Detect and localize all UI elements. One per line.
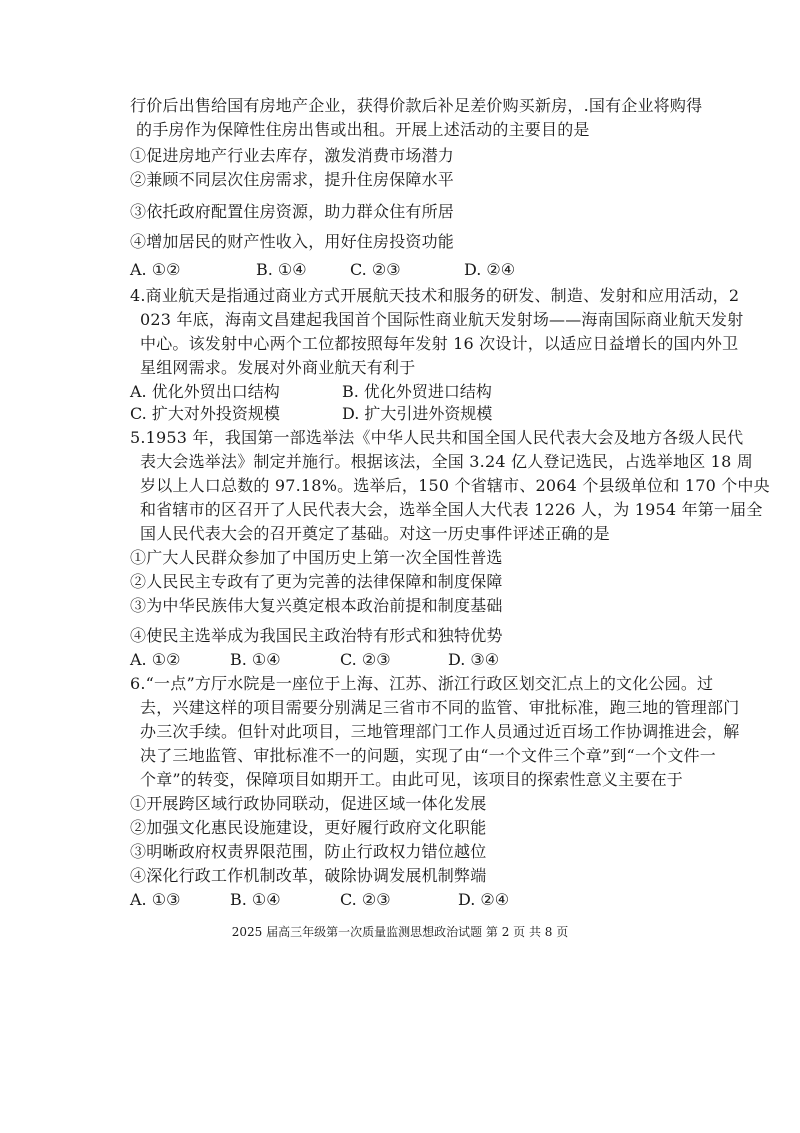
q5-item-3: ③为中华民族伟大复兴奠定根本政治前提和制度基础 [130,596,503,615]
q5-options [130,650,690,670]
q6-stem-line: 去，兴建这样的项目需要分别满足三省市不同的监管、审批标准，跑三地的管理部门 [140,698,740,717]
q3-option-b: B. ①④ [256,260,307,279]
q5-stem-line: 5.1953 年，我国第一部选举法《中华人民共和国全国人民代表大会及地方各级人民代 [130,428,744,447]
q6-stem-line: 个章”的转变，保障项目如期开工。由此可见，该项目的探索性意义主要在于 [140,770,683,789]
q3-option-d: D. ②④ [464,260,516,279]
q5-option-c: C. ②③ [340,650,391,669]
q5-option-a: A. ①② [130,650,181,669]
q5-stem-line: 岁以上人口总数的 97.18%。选举后，150 个省辖市、2064 个县级单位和 170 个中央 [140,476,770,495]
q6-option-c: C. ②③ [340,890,391,909]
q3-options [130,260,690,280]
q4-options-row-1 [130,382,690,402]
q6-item-3: ③明晰政府权责界限范围，防止行政权力错位越位 [130,842,487,861]
page-footer: 2025 届高三年级第一次质量监测思想政治试题 第 2 页 共 8 页 [231,925,569,939]
q5-item-2: ②人民民主专政有了更为完善的法律保障和制度保障 [130,572,503,591]
q6-item-1: ①开展跨区域行政协同联动，促进区域一体化发展 [130,794,487,813]
q4-option-b: B. 优化外贸进口结构 [342,382,492,401]
q6-option-a: A. ①③ [130,890,181,909]
q3-item-1: ①促进房地产行业去库存，激发消费市场潜力 [130,146,455,165]
q3-item-4: ④增加居民的财产性收入，用好住房投资功能 [130,232,455,251]
q5-option-b: B. ①④ [230,650,281,669]
q5-stem-line: 国人民代表大会的召开奠定了基础。对这一历史事件评述正确的是 [140,524,610,543]
q6-option-d: D. ②④ [458,890,510,909]
q5-stem-line: 和省辖市的区召开了人民代表大会，选举全国人大代表 1226 人，为 1954 年第一届全 [140,500,763,519]
q5-item-1: ①广大人民群众参加了中国历史上第一次全国性普选 [130,548,503,567]
q4-option-a: A. 优化外贸出口结构 [130,382,280,401]
q4-options-row-2 [130,404,690,424]
q3-item-2: ②兼顾不同层次住房需求，提升住房保障水平 [130,170,455,189]
q4-option-d: D. 扩大引进外资规模 [342,404,493,423]
q3-line: 行价后出售给国有房地产企业，获得价款后补足差价购买新房，.国有企业将购得 [130,96,703,115]
q6-option-b: B. ①④ [230,890,281,909]
q3-option-a: A. ①② [130,260,181,279]
q4-stem-line: 4.商业航天是指通过商业方式开展航天技术和服务的研发、制造、发射和应用活动，2 [130,286,740,305]
q6-options [130,890,690,910]
q4-stem-line: 中心。该发射中心两个工位都按照每年发射 16 次设计，以适应日益增长的国内外卫 [140,334,739,353]
q4-stem-line: 023 年底，海南文昌建起我国首个国际性商业航天发射场——海南国际商业航天发射 [140,310,744,329]
q3-option-c: C. ②③ [350,260,401,279]
q6-stem-line: 6.“一点”方厅水院是一座位于上海、江苏、浙江行政区划交汇点上的文化公园。过 [130,674,714,693]
q5-option-d: D. ③④ [448,650,500,669]
q5-stem-line: 表大会选举法》制定并施行。根据该法，全国 3.24 亿人登记选民，占选举地区 18 周 [140,452,753,471]
q6-stem-line: 办三次手续。但针对此项目，三地管理部门工作人员通过近百场工作协调推进会，解 [140,722,740,741]
q3-item-3: ③依托政府配置住房资源，助力群众住有所居 [130,202,455,221]
q4-stem-line: 星组网需求。发展对外商业航天有利于 [140,358,416,377]
q6-item-2: ②加强文化惠民设施建设，更好履行政府文化职能 [130,818,487,837]
q5-item-4: ④使民主选举成为我国民主政治特有形式和独特优势 [130,626,503,645]
q4-option-c: C. 扩大对外投资规模 [130,404,280,423]
q6-stem-line: 决了三地监管、审批标准不一的问题，实现了由“一个文件三个章”到“一个文件一 [140,746,716,765]
q3-line: 的手房作为保障性住房出售或出租。开展上述活动的主要目的是 [136,120,590,139]
q6-item-4: ④深化行政工作机制改革，破除协调发展机制弊端 [130,866,487,885]
